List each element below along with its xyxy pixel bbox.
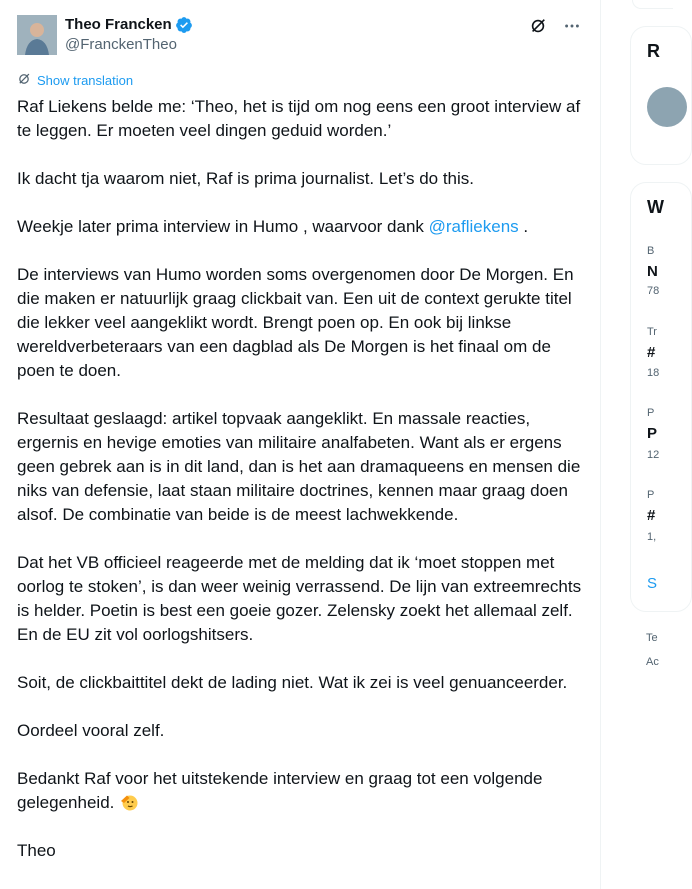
trend-title[interactable]: P	[647, 425, 658, 442]
sidebar-relevant-people	[630, 26, 692, 165]
trend-title[interactable]: #	[647, 344, 656, 361]
verified-badge-icon[interactable]	[175, 16, 193, 34]
show-more-link[interactable]: S	[647, 575, 658, 592]
author-name[interactable]: Theo Francken	[65, 16, 172, 33]
footer-link[interactable]: Ac	[646, 656, 659, 668]
tweet-paragraph: De interviews van Humo worden soms overgenomen door De Morgen. En die maken er natuurlijk graag clickbait van. Een uit de context gerukte titel die lekker veel aangeklikt wordt. Brengt poen op. En ook bij linkse wereldverbeteraars van een dagblad als De Morgen is het finaal om de poen te doen.	[17, 265, 574, 380]
mention-link[interactable]: @rafliekens	[428, 217, 519, 236]
tweet-paragraph: Oordeel vooral zelf.	[17, 721, 165, 740]
author-handle[interactable]: @FranckenTheo	[65, 36, 177, 53]
tweet-paragraph: Soit, de clickbaittitel dekt de lading niet. Wat ik zei is veel genuanceerder.	[17, 673, 568, 692]
translate-icon	[17, 72, 31, 89]
sidebar-box-title: R	[647, 41, 660, 61]
footer-link[interactable]: Te	[646, 632, 658, 644]
trend-title[interactable]: #	[647, 507, 656, 524]
tweet-paragraph: Raf Liekens belde me: ‘Theo, het is tijd om nog eens een groot interview af te leggen. Er moeten veel dingen geduid worden.’	[17, 97, 581, 140]
trend-title[interactable]: N	[647, 263, 658, 280]
saluting-face-emoji-icon	[119, 792, 139, 812]
tweet-text-span: .	[518, 217, 529, 236]
tweet-paragraph	[17, 215, 587, 239]
show-translation-link[interactable]	[17, 72, 133, 89]
trend-meta: Tr	[647, 326, 657, 338]
tweet-paragraph: Resultaat geslaagd: artikel topvaak aangeklikt. En massale reacties, ergernis en hevige emoties van militaire analfabeten. Want als er ergens geen gebrek aan is in dit land, dan is het aan dramaqueens en mensen die niks van defensie, laat staan militaire doctrines, kennen maar graag doen alsof. De combinatie van beide is de meest lachwekkende.	[17, 409, 581, 524]
trend-count: 1,	[647, 531, 657, 543]
avatar[interactable]	[17, 15, 57, 55]
right-sidebar	[630, 0, 670, 889]
avatar[interactable]	[647, 87, 687, 127]
tweet-text	[17, 95, 587, 887]
trend-meta: P	[647, 489, 655, 501]
tweet-paragraph: Dat het VB officieel reageerde met de melding dat ik ‘moet stoppen met oorlog te stoken’, is dan weer weinig verrassend. De lijn van extreemrechts is helder. Poetin is best een goeie gozer. Zelensky zoekt het allemaal zelf. En de EU zit vol oorlogshitsers.	[17, 553, 582, 644]
trend-count: 18	[647, 367, 660, 379]
more-options-icon[interactable]	[562, 16, 582, 36]
grok-icon[interactable]	[528, 16, 548, 36]
tweet-paragraph	[17, 767, 587, 815]
author-name-row[interactable]	[65, 15, 193, 35]
tweet-text-span: Bedankt Raf voor het uitstekende interview en graag tot een volgende gelegenheid.	[17, 769, 543, 812]
trend-meta: P	[647, 407, 655, 419]
tweet-text-span: Weekje later prima interview in Humo , waarvoor dank	[17, 217, 429, 236]
trend-count: 78	[647, 285, 660, 297]
tweet-paragraph: Theo	[17, 841, 56, 860]
tweet-paragraph: Ik dacht tja waarom niet, Raf is prima journalist. Let’s do this.	[17, 169, 474, 188]
trend-count: 12	[647, 449, 660, 461]
sidebar-whats-happening	[630, 182, 692, 612]
trend-meta: B	[647, 245, 655, 257]
show-translation-label[interactable]: Show translation	[37, 73, 134, 88]
tweet-top-actions	[528, 16, 582, 36]
sidebar-box-title: W	[647, 197, 664, 217]
author-block	[65, 15, 193, 55]
